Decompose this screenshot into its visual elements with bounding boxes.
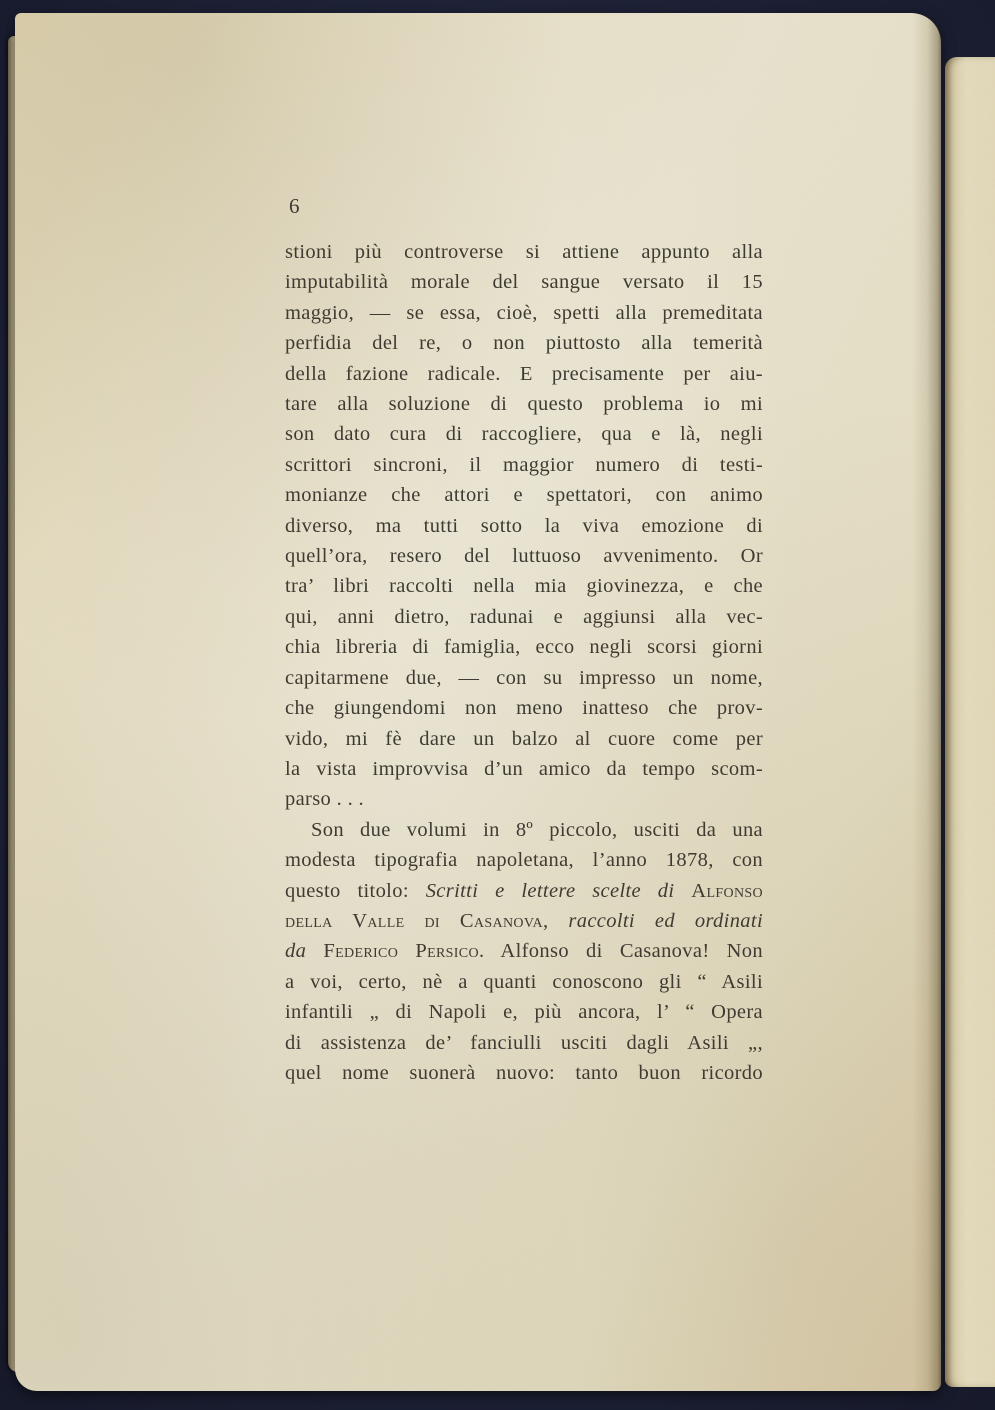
text-run: quell’ora, resero del luttuoso avvenimento. Or (285, 545, 763, 568)
text-run: diverso, ma tutti sotto la viva emozione di (285, 514, 763, 537)
gutter-shadow (912, 13, 942, 1391)
text-line (285, 328, 763, 358)
text-run: perfidia del re, o non piuttosto alla temerità (285, 332, 763, 355)
text-run: modesta tipografia napoletana, l’anno 1878, con (285, 849, 763, 872)
text-run: . Alfonso di Casanova! Non (478, 940, 763, 963)
text-line (285, 693, 763, 723)
text-run: tra’ libri raccolti nella mia giovinezza, e che (285, 575, 763, 598)
text-line (285, 419, 763, 449)
text-line (285, 967, 763, 997)
text-line (285, 450, 763, 480)
text-line (285, 663, 763, 693)
text-line (285, 845, 763, 875)
text-line (285, 876, 763, 906)
text-run: maggio, — se essa, cioè, spetti alla premeditata (285, 301, 763, 324)
text-line (285, 480, 763, 510)
text-line (285, 511, 763, 541)
page-text (285, 237, 763, 1088)
text-line (285, 541, 763, 571)
text-run: son dato cura di raccogliere, qua e là, negli (285, 423, 763, 446)
text-run: della Valle di Casanova (285, 909, 543, 932)
text-run (674, 880, 691, 902)
text-run: qui, anni dietro, radunai e aggiunsi alla vec- (285, 605, 763, 628)
text-run: della fazione radicale. E precisamente per aiu- (285, 362, 763, 385)
text-run: parso . . . (285, 788, 365, 811)
facing-page-edge (945, 57, 995, 1387)
text-run: stioni più controverse si attiene appunto alla (285, 241, 763, 263)
text-line (285, 724, 763, 754)
book-page (15, 13, 941, 1391)
text-line (285, 815, 763, 845)
text-line (285, 1028, 763, 1058)
text-run: da (285, 940, 307, 963)
text-run: , (542, 909, 569, 932)
text-line (285, 997, 763, 1027)
text-run: infantili „ di Napoli e, più ancora, l’ “ Opera (285, 1001, 763, 1024)
text-run: questo titolo: (285, 879, 426, 902)
text-run: monianze che attori e spettatori, con animo (285, 484, 763, 507)
text-run: vido, mi fè dare un balzo al cuore come per (285, 727, 763, 750)
text-run: scrittori sincroni, il maggior numero di testi- (285, 453, 763, 476)
text-run: che giungendomi non meno inatteso che prov- (285, 697, 763, 720)
text-line (285, 1058, 763, 1088)
text-line (285, 754, 763, 784)
text-run (306, 940, 323, 962)
text-run: di assistenza de’ fanciulli usciti dagli Asili „, (285, 1031, 763, 1054)
text-run: Scritti e lettere scelte di (425, 879, 675, 902)
text-run: capitarmene due, — con su impresso un nome, (285, 666, 763, 689)
text-line (285, 906, 763, 936)
text-run: chia libreria di famiglia, ecco negli scorsi giorni (285, 636, 763, 659)
text-run: raccolti ed ordinati (568, 909, 763, 932)
text-run: tare alla soluzione di questo problema io mi (285, 393, 763, 416)
text-run: Son due volumi in 8º piccolo, usciti da una (311, 818, 763, 841)
text-line (285, 571, 763, 601)
text-line (285, 936, 763, 966)
text-line (285, 237, 763, 267)
text-line (285, 632, 763, 662)
text-line (285, 602, 763, 632)
text-run: a voi, certo, nè a quanti conoscono gli “ Asili (285, 970, 763, 993)
text-line (285, 784, 763, 814)
page-number: 6 (289, 194, 300, 218)
text-line (285, 389, 763, 419)
text-line (285, 359, 763, 389)
text-run: Alfonso (691, 879, 764, 902)
text-run: imputabilità morale del sangue versato il 15 (285, 271, 763, 294)
text-run: Federico Persico (323, 940, 479, 963)
text-line (285, 298, 763, 328)
text-run: quel nome suonerà nuovo: tanto buon ricordo (285, 1061, 763, 1084)
text-line (285, 267, 763, 297)
text-run: la vista improvvisa d’un amico da tempo scom- (285, 757, 763, 780)
